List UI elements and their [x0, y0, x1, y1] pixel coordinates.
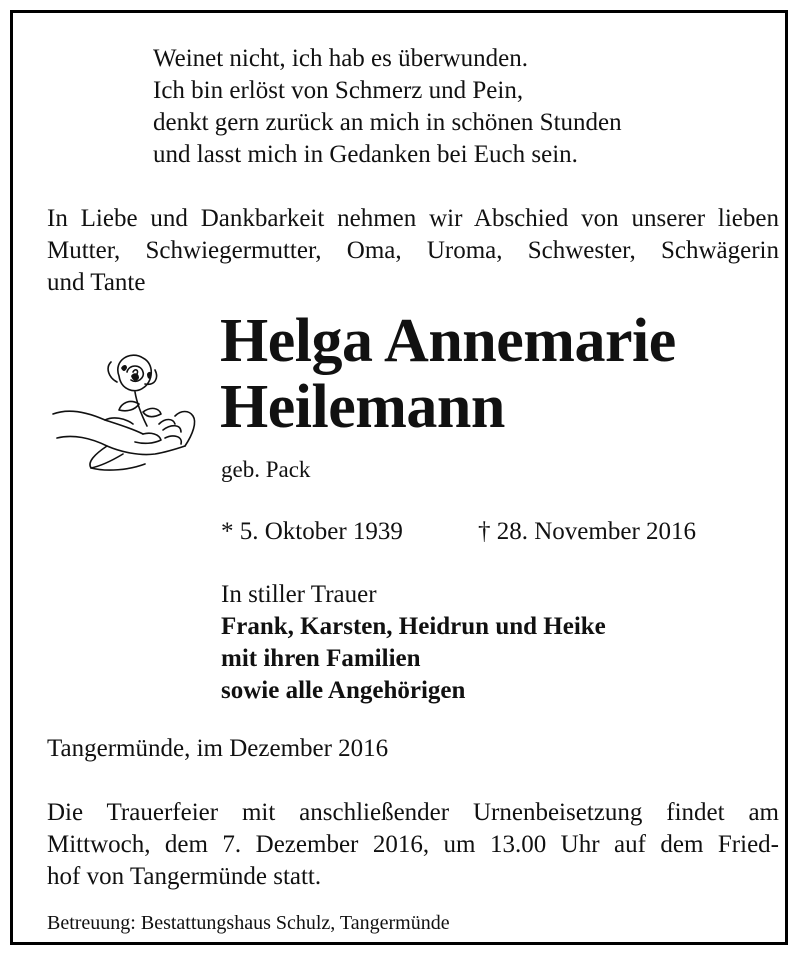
deceased-surname: Heilemann	[220, 373, 505, 441]
intro-line: Mutter, Schwiegermutter, Oma, Uroma, Schwester, Schwägerin	[47, 237, 779, 264]
poem-line: Weinet nicht, ich hab es überwunden.	[153, 45, 528, 72]
funeral-home-credit: Betreuung: Bestattungshaus Schulz, Tangermünde	[47, 912, 450, 934]
poem-line: denkt gern zurück an mich in schönen Stunden	[153, 109, 622, 136]
mourners-relatives: sowie alle Angehörigen	[221, 677, 466, 704]
rose-in-hands-icon	[47, 338, 207, 478]
mourners-families: mit ihren Familien	[221, 645, 421, 672]
birth-date: * 5. Oktober 1939	[221, 518, 403, 545]
intro-text	[47, 203, 779, 299]
poem-line: und lasst mich in Gedanken bei Euch sein.	[153, 141, 578, 168]
birth-name: geb. Pack	[221, 457, 311, 482]
obituary-frame	[10, 10, 788, 945]
poem-line: Ich bin erlöst von Schmerz und Pein,	[153, 77, 524, 104]
mourners-block	[221, 579, 781, 707]
place-date: Tangermünde, im Dezember 2016	[47, 735, 389, 762]
intro-line: In Liebe und Dankbarkeit nehmen wir Abschied von unserer lieben	[47, 205, 779, 232]
mourners-names: Frank, Karsten, Heidrun und Heike	[221, 613, 606, 640]
deceased-first-names: Helga Annemarie	[220, 307, 676, 375]
service-line: Die Trauerfeier mit anschließender Urnenbeisetzung findet am	[47, 799, 779, 826]
service-line: Mittwoch, dem 7. Dezember 2016, um 13.00 Uhr auf dem Fried-	[47, 831, 779, 858]
service-notice	[47, 797, 779, 893]
death-date: † 28. November 2016	[478, 518, 697, 545]
poem	[153, 43, 713, 171]
deceased-name	[220, 308, 800, 440]
mourners-intro: In stiller Trauer	[221, 581, 377, 608]
intro-line: und Tante	[47, 269, 146, 296]
service-line: hof von Tangermünde statt.	[47, 863, 322, 890]
